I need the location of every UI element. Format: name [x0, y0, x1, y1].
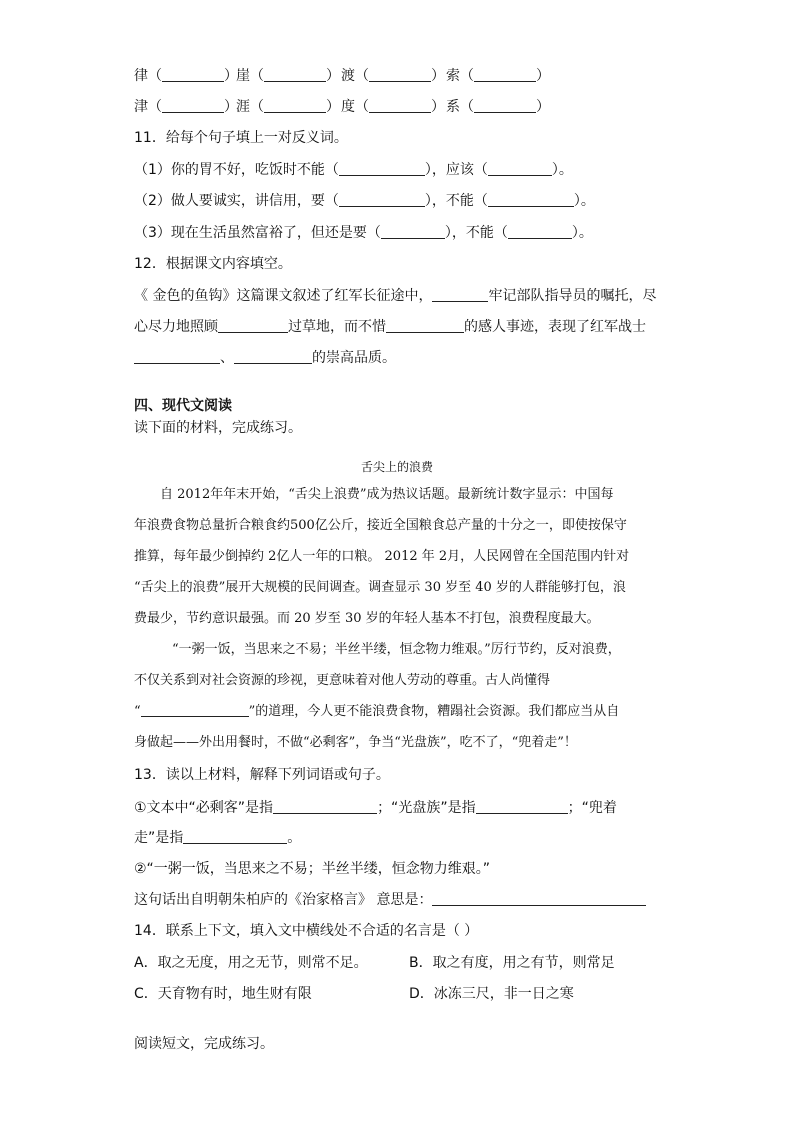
char-2-1: 津 — [134, 99, 148, 115]
answer-blank[interactable] — [432, 287, 488, 302]
q13-text: 走”是指 — [134, 830, 184, 846]
q11-s3-text-b: ），不能（ — [444, 225, 508, 241]
char-row-2: 津（ ）涯（ ）度（ ）系（ ） — [134, 99, 550, 115]
q11-s1-text-a: （1）你的胃不好，吃饭时不能（ — [134, 162, 339, 178]
q11-s1-text-c: ）。 — [551, 162, 573, 178]
article-p2-line-4: 身做起——外出用餐时，不做“必剩客”，争当“光盘族”，吃不了，“兜着走”！ — [134, 735, 577, 750]
answer-blank[interactable] — [476, 799, 568, 814]
q13-text: ；“兜着 — [567, 800, 617, 816]
q13-line-4 — [134, 890, 646, 910]
article-title: 舌尖上的浪费 — [360, 460, 433, 474]
q11-sentence-2 — [134, 191, 595, 211]
q12-title: 12．根据课文内容填空。 — [134, 256, 292, 272]
article-p1-line-5: 费最少，节约意识最强。而 20 岁至 30 岁的年轻人基本不打包，浪费程度最大。 — [134, 611, 600, 626]
answer-blank[interactable] — [432, 891, 646, 906]
answer-blank[interactable] — [339, 161, 425, 176]
q13-text: ①文本中“必剩客”是指 — [134, 800, 274, 816]
q14-option-a[interactable]: A．取之无度，用之无节，则常不足。 — [134, 955, 368, 971]
q13-text: 这句话出自明朝朱柏庐的《治家格言》 意思是： — [134, 892, 433, 908]
q12-text: 心尽力地照顾 — [134, 319, 218, 335]
q12-line-3 — [134, 348, 396, 368]
answer-blank[interactable] — [386, 318, 464, 333]
article-p2-line-3 — [134, 702, 619, 722]
answer-blank[interactable] — [273, 799, 377, 814]
q12-text: 的感人事迹，表现了红军战士 — [464, 319, 646, 335]
q12-line-2 — [134, 317, 646, 337]
q11-sentence-1 — [134, 160, 573, 180]
article-p1-line-1: 自 2012年年末开始，“舌尖上浪费”成为热议话题。最新统计数字显示：中国每 — [160, 487, 614, 502]
answer-blank[interactable] — [141, 702, 249, 717]
q12-text: 、 — [220, 350, 234, 366]
section-heading: 四、现代文阅读 — [134, 398, 232, 414]
answer-blank[interactable] — [369, 98, 431, 113]
answer-blank[interactable] — [162, 98, 224, 113]
q14-option-c[interactable]: C．天育物有时，地生财有限 — [134, 986, 312, 1002]
answer-blank[interactable] — [488, 161, 552, 176]
answer-blank[interactable] — [218, 318, 288, 333]
q12-text: 的崇高品质。 — [312, 350, 396, 366]
char-1-3: 渡 — [341, 68, 355, 84]
footer-instruction: 阅读短文，完成练习。 — [134, 1036, 274, 1052]
article-p2-line-1: “一粥一饭，当思来之不易；半丝半缕，恒念物力维艰。”厉行节约，反对浪费， — [172, 642, 621, 657]
answer-blank[interactable] — [369, 67, 431, 82]
q11-s2-text-a: （2）做人要诚实，讲信用，要（ — [134, 193, 339, 209]
q13-text: ；“光盘族”是指 — [377, 800, 476, 816]
q11-s3-text-c: ）。 — [571, 225, 593, 241]
char-2-3: 度 — [341, 99, 355, 115]
q13-line-2 — [134, 828, 301, 848]
q13-line-3: ②“一粥一饭，当思来之不易；半丝半缕，恒念物力维艰。” — [134, 861, 491, 877]
answer-blank[interactable] — [264, 98, 326, 113]
answer-blank[interactable] — [162, 67, 224, 82]
q12-line-1 — [134, 286, 656, 306]
q11-sentence-3 — [134, 223, 593, 243]
article-p1-line-4: “舌尖上的浪费”展开大规模的民间调查。调查显示 30 岁至 40 岁的人群能够打包，浪 — [134, 580, 626, 595]
answer-blank[interactable] — [474, 98, 536, 113]
char-1-1: 律 — [134, 68, 148, 84]
q12-text: 《 金色的鱼钩》这篇课文叙述了红军长征途中， — [134, 288, 433, 304]
article-p2-line-2: 不仅关系到对社会资源的珍视，更意味着对他人劳动的尊重。古人尚懂得 — [134, 673, 551, 688]
article-p1-line-2: 年浪费食物总量折合粮食约500亿公斤，接近全国粮食总产量的十分之一，即使按保守 — [134, 518, 627, 533]
q12-text: 牢记部队指导员的嘱托，尽 — [488, 288, 657, 304]
char-row-1: 律（ ）崖（ ）渡（ ）索（ ） — [134, 68, 550, 84]
q13-title: 13．读以上材料，解释下列词语或句子。 — [134, 767, 390, 783]
q13-text: 。 — [287, 830, 302, 846]
q14-option-d[interactable]: D．冰冻三尺，非一日之寒 — [409, 986, 574, 1002]
answer-blank[interactable] — [183, 829, 287, 844]
q11-s2-text-c: ）。 — [573, 193, 595, 209]
answer-blank[interactable] — [474, 67, 536, 82]
q14-option-b[interactable]: B．取之有度，用之有节，则常足 — [409, 955, 615, 971]
answer-blank[interactable] — [381, 224, 445, 239]
q11-title: 11．给每个句子填上一对反义词。 — [134, 130, 348, 146]
article-p1-line-3: 推算，每年最少倒掉约 2亿人一年的口粮。 2012 年 2月，人民网曾在全国范围内针对 — [134, 549, 630, 564]
q12-text: 过草地，而不惜 — [288, 319, 386, 335]
char-1-2: 崖 — [236, 68, 250, 84]
answer-blank[interactable] — [264, 67, 326, 82]
q14-title: 14．联系上下文，填入文中横线处不合适的名言是（ ） — [134, 923, 479, 939]
q13-line-1 — [134, 798, 617, 818]
answer-blank[interactable] — [234, 349, 312, 364]
char-1-4: 索 — [446, 68, 460, 84]
article-text: ”的道理，今人更不能浪费食物，糟蹋社会资源。我们都应当从自 — [248, 704, 620, 719]
q11-s3-text-a: （3）现在生活虽然富裕了，但还是要（ — [134, 225, 381, 241]
article-text: “ — [134, 704, 141, 719]
answer-blank[interactable] — [488, 192, 574, 207]
section-instruction: 读下面的材料，完成练习。 — [134, 420, 302, 436]
answer-blank[interactable] — [339, 192, 425, 207]
q11-s1-text-b: ），应该（ — [424, 162, 488, 178]
answer-blank[interactable] — [508, 224, 572, 239]
char-2-4: 系 — [446, 99, 460, 115]
answer-blank[interactable] — [134, 349, 220, 364]
char-2-2: 涯 — [236, 99, 250, 115]
q11-s2-text-b: ），不能（ — [424, 193, 488, 209]
